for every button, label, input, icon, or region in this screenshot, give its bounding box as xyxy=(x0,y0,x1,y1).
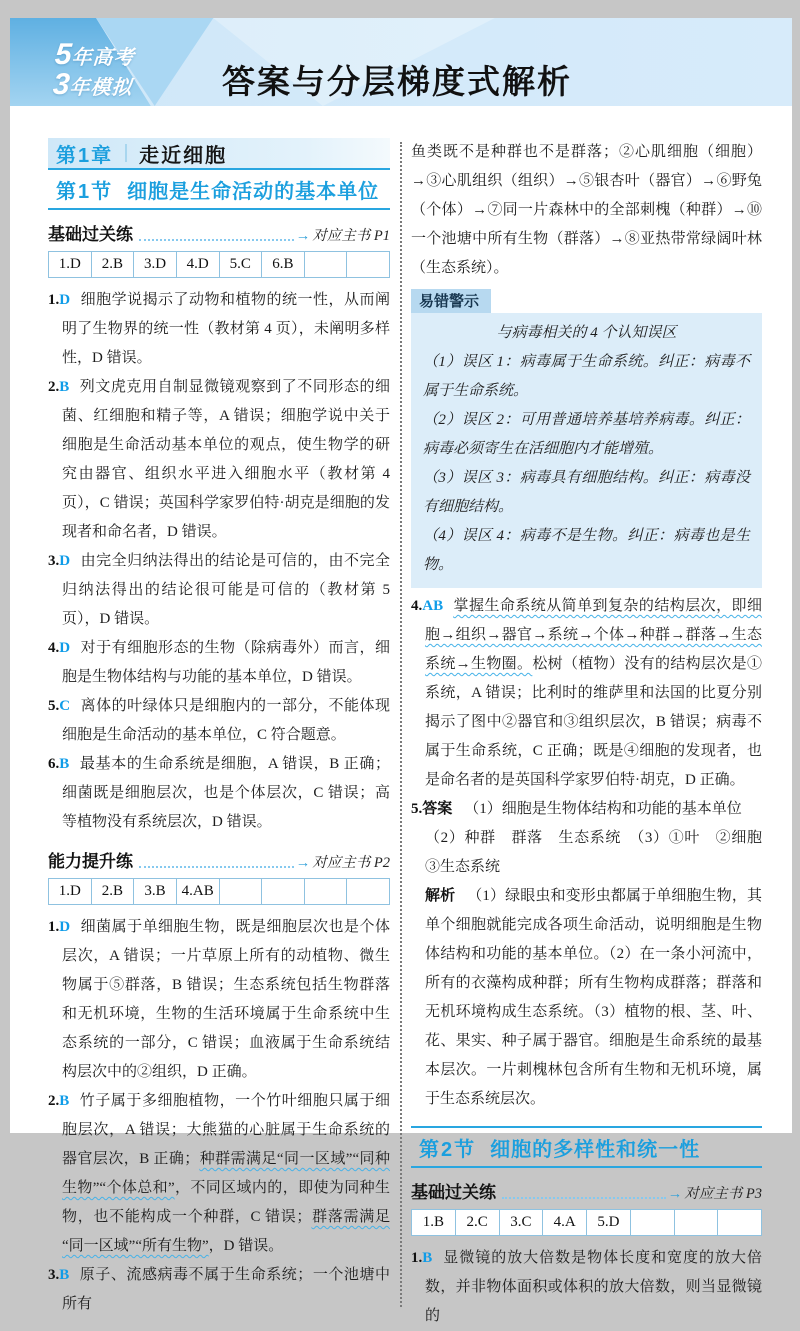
explanation-item: 1.D 细菌属于单细胞生物，既是细胞层次也是个体层次，A 错误；一片草原上所有的动植物、微生物属于⑤群落，B 错误；生态系统包括生物群落和无机环境，生物的生活环境属于生命系统中生态系统的一部分，C 错误；血液属于生命系统结构层次中的②组织，D 正确。 xyxy=(48,919,390,1080)
answer-cell xyxy=(219,879,262,905)
book-page xyxy=(10,18,792,1324)
wavy-underlined-text: 种群需满足“同一区域”“同种生物”“个体总和” xyxy=(62,1151,390,1196)
explanation-list xyxy=(48,913,390,1319)
dotted-leader xyxy=(139,239,294,241)
answer-cell xyxy=(718,1210,762,1236)
practice-label: 基础过关练 xyxy=(48,225,133,244)
answer-cell: 5.D xyxy=(587,1210,631,1236)
book-page-reference: → 对应主书 P3 xyxy=(667,1186,762,1202)
answer-cell: 4.D xyxy=(176,252,219,278)
wavy-underlined-text: 掌握生命系统从简单到复杂的结构层次，即细胞→组织→器官→系统→个体→种群→群落→生态系统→生物圈。 xyxy=(425,598,762,672)
explanation-item: 4.D 对于有细胞形态的生物（除病毒外）而言，细胞是生物体结构与功能的基本单位，D 错误。 xyxy=(48,640,390,685)
answer-cell xyxy=(630,1210,674,1236)
wavy-underlined-text: 群落需满足“同一区域”“所有生物” xyxy=(62,1209,390,1254)
continued-explanation-text: 鱼类既不是种群也不是群落；②心肌细胞（细胞）→③心肌组织（组织）→⑤银杏叶（器官）→⑥野兔（个体）→⑦同一片森林中的全部刺槐（种群）→⑩一个池塘中所有生物（群落）→⑧亚热带常绿阔叶林（生态系统）。 xyxy=(411,144,762,276)
explanation-list xyxy=(48,286,390,837)
answer-cell: 1.B xyxy=(412,1210,456,1236)
analysis-paragraph: 解析 （1）绿眼虫和变形虫都属于单细胞生物，其单个细胞就能完成各项生命活动，说明细胞是生物体结构和功能的基本单位。（2）在一条小河流中，所有的衣藻构成种群；所有生物构成群落；群落和无机环境构成生态系统。（3）植物的根、茎、叶、花、果实、种子属于器官。细胞是生命系统的最基本层次。一片刺槐林包含所有生物和无机环境，属于生态系统层次。 xyxy=(425,888,762,1107)
explanation-item: 2.B 列文虎克用自制显微镜观察到了不同形态的细菌、红细胞和精子等，A 错误；细胞学说中关于细胞是生命活动基本单位的观点，使生物学的研究由器官、组织水平进入细胞水平（教材第 4 页），C 错误；英国科学家罗伯特·胡克是细胞的发现者和命名者，D 错误。 xyxy=(48,379,390,540)
column-divider xyxy=(400,142,402,1307)
practice-label: 基础过关练 xyxy=(411,1183,496,1202)
series-logo-line1: 5年高考 xyxy=(53,38,136,71)
section-title: 细胞的多样性和统一性 xyxy=(490,1139,701,1161)
answer-cell: 4.AB xyxy=(176,879,219,905)
answer-key-table xyxy=(411,1209,762,1236)
answer-cell: 1.D xyxy=(49,879,92,905)
answer-cell xyxy=(304,879,347,905)
series-logo-line2: 3年模拟 xyxy=(51,68,134,101)
arrow-icon: → xyxy=(295,228,311,244)
analysis-label: 解析 xyxy=(425,888,456,904)
explanation-item: 2.B 竹子属于多细胞植物，一个竹叶细胞只属于细胞层次，A 错误；大熊猫的心脏属于生命系统的器官层次，B 正确；种群需满足“同一区域”“同种生物”“个体总和”，不同区域内的，即使为同种生物，也不能构成一个种群，C 错误；群落需满足“同一区域”“所有生物”，D 错误。 xyxy=(48,1093,390,1254)
left-column xyxy=(48,138,390,1331)
book-page-reference: → 对应主书 P2 xyxy=(295,855,390,871)
section-heading-1 xyxy=(48,170,390,210)
explanation-item: 1.D 细胞学说揭示了动物和植物的统一性，从而阐明了生物界的统一性（教材第 4 页），未阐明多样性，D 错误。 xyxy=(48,292,390,366)
book-page-reference: → 对应主书 P1 xyxy=(295,228,390,244)
answer-cell: 3.C xyxy=(499,1210,543,1236)
answer-cell: 2.C xyxy=(455,1210,499,1236)
dotted-leader xyxy=(139,866,294,868)
arrow-icon: → xyxy=(295,855,311,871)
chapter-number: 第1章 xyxy=(56,144,114,167)
warning-label: 易错警示 xyxy=(411,289,491,313)
warning-title: 与病毒相关的 4 个认知误区 xyxy=(496,325,677,341)
page-header-banner xyxy=(10,18,792,106)
explanation-item: 3.B 原子、流感病毒不属于生命系统；一个池塘中所有 xyxy=(48,1267,390,1312)
advanced-practice-header xyxy=(48,847,390,872)
answer-cell: 4.A xyxy=(543,1210,587,1236)
answer-cell xyxy=(304,252,347,278)
warning-line: （4）误区 4：病毒不是生物。纠正：病毒也是生物。 xyxy=(423,528,750,573)
answer-cell xyxy=(674,1210,718,1236)
explanation-list xyxy=(411,592,778,1114)
section-heading-2 xyxy=(411,1126,762,1168)
basic-practice-header xyxy=(48,220,390,245)
section-number: 第2节 xyxy=(419,1139,477,1161)
answer-cell: 1.D xyxy=(49,252,92,278)
explanation-item: 5.C 离体的叶绿体只是细胞内的一部分，不能体现细胞是生命活动的基本单位，C 符合题意。 xyxy=(48,698,390,743)
section-number: 第1节 xyxy=(56,181,114,203)
explanation-item: 3.D 由完全归纳法得出的结论是可信的，由不完全归纳法得出的结论很可能是可信的（教材第 5 页），D 错误。 xyxy=(48,553,390,627)
answer-cell: 5.C xyxy=(219,252,262,278)
answer-label: 答案 xyxy=(422,801,453,817)
page-title: 答案与分层梯度式解析 xyxy=(222,63,572,100)
explanation-list xyxy=(411,1244,762,1331)
warning-line: （2）误区 2：可用普通培养基培养病毒。纠正：病毒必须寄生在活细胞内才能增殖。 xyxy=(423,412,750,457)
two-column-content xyxy=(10,106,792,1331)
right-column xyxy=(411,138,778,1331)
series-logo xyxy=(52,40,136,100)
answer-cell xyxy=(262,879,305,905)
warning-line: （3）误区 3：病毒具有细胞结构。纠正：病毒没有细胞结构。 xyxy=(423,470,750,515)
error-warning-section xyxy=(411,289,762,588)
practice-label: 能力提升练 xyxy=(48,852,133,871)
answer-cell: 6.B xyxy=(262,252,305,278)
answer-key-table xyxy=(48,878,390,905)
answer-cell: 3.B xyxy=(134,879,177,905)
answer-cell: 3.D xyxy=(134,252,177,278)
arrow-icon: → xyxy=(667,1186,683,1202)
answer-cell xyxy=(347,879,390,905)
answer-cell: 2.B xyxy=(91,252,134,278)
chapter-divider-line xyxy=(125,144,127,162)
explanation-item: 5.答案 （1）细胞是生物体结构和功能的基本单位 （2）种群 群落 生态系统 （3）①叶 ②细胞 ③生态系统 解析 （1）绿眼虫和变形虫都属于单细胞生物，其单个细胞就能完成各项生命活动，说明细胞是生物体结构和功能的基本单位。（2）在一条小河流中，所有的衣藻构成种群；所有生物构成群落；群落和无机环境构成生态系统。（3）植物的根、茎、叶、花、果实、种子属于器官。细胞是生命系统的最基本层次。一片刺槐林包含所有生物和无机环境，属于生态系统层次。 xyxy=(411,795,762,1114)
answer-cell xyxy=(347,252,390,278)
section-title: 细胞是生命活动的基本单位 xyxy=(127,181,380,203)
warning-box xyxy=(411,313,762,588)
explanation-item: 1.B 显微镜的放大倍数是物体长度和宽度的放大倍数，并非物体面积或体积的放大倍数，则当显微镜的 xyxy=(411,1250,762,1324)
basic-practice-header-2 xyxy=(411,1178,762,1203)
chapter-title: 走近细胞 xyxy=(139,144,228,167)
answer-cell: 2.B xyxy=(91,879,134,905)
explanation-item: 6.B 最基本的生命系统是细胞，A 错误，B 正确；细菌既是细胞层次，也是个体层次，C 错误；高等植物没有系统层次，D 错误。 xyxy=(48,756,390,830)
explanation-item: 4.AB 掌握生命系统从简单到复杂的结构层次，即细胞→组织→器官→系统→个体→种群→群落→生态系统→生物圈。松树（植物）没有的结构层次是①系统，A 错误；比利时的维萨里和法国的比夏分别揭示了图中②器官和③组织层次，B 错误；病毒不属于生命系统，C 正确；既是④细胞的发现者，也是命名者的是英国科学家罗伯特·胡克，D 正确。 xyxy=(411,598,762,788)
dotted-leader xyxy=(502,1197,666,1199)
chapter-heading xyxy=(48,138,390,170)
warning-line: （1）误区 1：病毒属于生命系统。纠正：病毒不属于生命系统。 xyxy=(423,354,750,399)
answer-key-table xyxy=(48,251,390,278)
